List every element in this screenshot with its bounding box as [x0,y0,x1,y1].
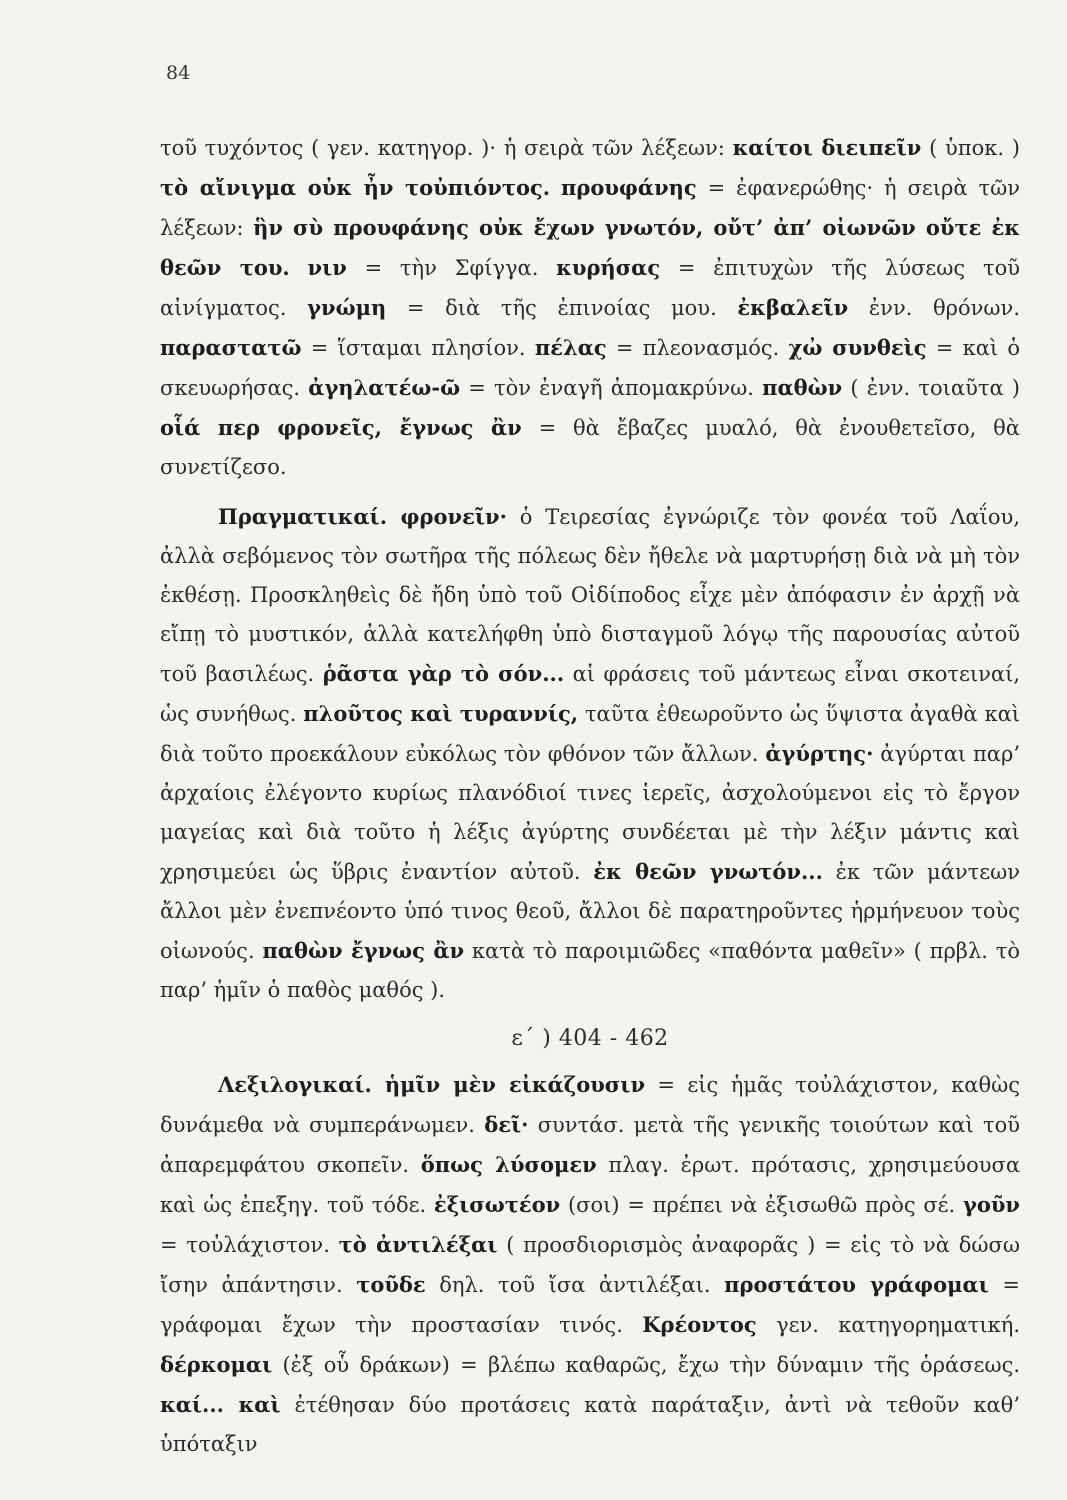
headword: ὅπως λύσομεν [420,1152,597,1177]
text-run: = διὰ τῆς ἐπινοίας μου. [386,296,738,320]
page-body [160,128,1020,1464]
text-run: δηλ. τοῦ ἴσα ἀντιλέξαι. [425,1273,725,1297]
headword: καί... καὶ [160,1392,281,1417]
text-run: (σοι) = πρέπει νὰ ἐξισωθῶ πρὸς σέ. [560,1193,963,1217]
text-run: = τὸν ἐναγῆ ἀπομακρύνω. [460,376,763,400]
headword: ἐκ θεῶν γνωτόν... [593,859,823,884]
text-run: = τὴν Σφίγγα. [346,256,557,280]
text-run: συντάσ. μετὰ τῆς γενικῆς τοιούτων καὶ τοῦ ἀπαρεμφάτου σκοπεῖν. [160,1113,1020,1177]
headword: παθὼν ἔγνως ἂν [262,938,465,963]
paragraph-factual-notes [160,497,1020,1010]
section-heading: ε΄ ) 404 - 462 [511,1026,669,1051]
text-run: ὁ Τειρεσίας ἐγνώριζε τὸν φονέα τοῦ Λαΐου, ἀλλὰ σεβόμενος τὸν σωτῆρα τῆς πόλεως δὲν ἤθελε νὰ μαρτυρήσῃ διὰ νὰ μὴ τὸν ἐκθέσῃ. Προσκληθεὶς δὲ ἤδη ὑπὸ τοῦ Οἰδίποδος εἶχε μὲν ἀπόφασιν ἐν ἀρχῇ νὰ εἴπῃ τὸ μυστικόν, ἀλλὰ κατελήφθη ὑπὸ δισταγμοῦ λόγῳ τῆς παρουσίας αὐτοῦ τοῦ βασιλέως. [160,505,1020,686]
headword: τοῦδε [356,1272,426,1297]
text-run: γεν. κατηγορηματική. [756,1313,1020,1337]
headword: κυρήσας [556,255,661,280]
headword: ῥᾶστα γὰρ τὸ σόν... [322,661,565,686]
headword: παραστατῶ [160,335,302,360]
headword: ἐκβαλεῖν [737,295,849,320]
headword: πλοῦτος καὶ τυραννίς, [303,701,579,726]
headword: τὸ ἀντιλέξαι [338,1232,498,1257]
paragraph-glossary-continued [160,128,1020,487]
text-run: τοῦ τυχόντος ( γεν. κατηγορ. )· ἡ σειρὰ τῶν λέξεων: [160,136,733,160]
headword: δέρκομαι [160,1352,273,1377]
headword: ἀγηλατέω-ῶ [308,375,461,400]
headword: προυφάνης [561,175,697,200]
text-run: = ἐπιτυχὼν τῆς λύσεως τοῦ αἰνίγματος. [160,256,1020,320]
text-run [550,176,561,200]
text-run: ταῦτα ἐθεωροῦντο ὡς ὕψιστα ἀγαθὰ καὶ διὰ τοῦτο προεκάλουν εὐκόλως τὸν φθόνον τῶν ἄλλων. [160,702,1020,766]
headword: δεῖ· [484,1112,529,1137]
text-run: = γράφομαι ἔχων τὴν προστασίαν τινός. [160,1273,1020,1337]
headword: ἀγύρτης· [765,741,874,766]
text-run: ἀγύρται παρ’ ἀρχαίοις ἐλέγοντο κυρίως πλανόδιοί τινες ἱερεῖς, ἀσχολούμενοι εἰς τὸ ἔργον μαγείας καὶ διὰ τοῦτο ἡ λέξις ἀγύρτης συνδέεται μὲ τὴν λέξιν μάντις καὶ χρησιμεύει ὡς ὕβρις ἐναντίον αὐτοῦ. [160,742,1020,884]
text-run [290,256,308,280]
text-run: = τοὐλάχιστον. [160,1233,339,1257]
page-number: 84 [166,62,191,84]
text-run: ( προσδιορισμὸς ἀναφορᾶς ) = εἰς τὸ νὰ δώσω ἴσην ἀπάντησιν. [160,1233,1020,1297]
paragraph-text [160,128,1020,487]
headword: παθὼν [762,375,843,400]
headword: προστάτου γράφομαι [724,1272,989,1297]
text-run: (ἐξ οὗ δράκων) = βλέπω καθαρῶς, ἔχω τὴν δύναμιν τῆς ὁράσεως. [272,1353,1020,1377]
headword: οἷά περ φρονεῖς, ἔγνως ἂν [160,415,522,440]
headword: ἣν σὺ προυφάνης οὐκ ἔχων γνωτόν, οὔτ’ ἀπ’ οἰωνῶν οὔτε ἐκ θεῶν του. [160,215,1020,280]
headword: καίτοι διειπεῖν [732,135,922,160]
headword: Κρέοντος [642,1312,757,1337]
paragraph-text [160,1065,1020,1464]
headword: χὠ συνθεὶς [788,335,927,360]
text-run: = ἐφανερώθης· ἡ σειρὰ τῶν λέξεων: [160,176,1020,240]
headword: νιν [307,255,347,280]
text-run: ἐκ τῶν μάντεων ἄλλοι μὲν ἐνεπνέοντο ὑπό τινος θεοῦ, ἄλλοι δὲ παρατηροῦντες ἡρμήνευον τοὺς οἰωνούς. [160,860,1020,963]
text-run: ( ὑποκ. ) [921,136,1020,160]
headword: γοῦν [962,1192,1020,1217]
text-run: = εἰς ἡμᾶς τοὐλάχιστον, καθὼς δυνάμεθα νὰ συμπεράνωμεν. [160,1073,1021,1137]
text-run: κατὰ τὸ παροιμιῶδες «παθόντα μαθεῖν» ( πρβλ. τὸ παρ’ ἡμῖν ὁ παθὸς μαθός ). [160,939,1020,1002]
headword: πέλας [534,335,607,360]
headword: τὸ αἴνιγμα οὐκ ἦν τοὐπιόντος. [160,175,551,200]
text-run: = θὰ ἔβαζες μυαλό, θὰ ἐνουθετεῖσο, θὰ συνετίζεσο. [160,416,1020,479]
headword: γνώμη [307,295,387,320]
text-run: = ἵσταμαι πλησίον. [301,336,535,360]
paragraph-text [160,497,1020,1010]
text-run: ( ἐνν. τοιαῦτα ) [842,376,1020,400]
text-run: ἐνν. θρόνων. [848,296,1020,320]
text-run: αἱ φράσεις τοῦ μάντεως εἶναι σκοτειναί, ὡς συνήθως. [160,662,1020,726]
headword: Πραγματικαί. φρονεῖν· [218,504,507,529]
headword: ἐξισωτέον [433,1192,561,1217]
headword: Λεξιλογικαί. ἡμῖν μὲν εἰκάζουσιν [218,1072,646,1097]
paragraph-lexical-notes [160,1065,1020,1464]
text-run: πλαγ. ἐρωτ. πρότασις, χρησιμεύουσα καὶ ὡς ἐπεξηγ. τοῦ τόδε. [160,1153,1021,1217]
text-run: ἐτέθησαν δύο προτάσεις κατὰ παράταξιν, ἀντὶ νὰ τεθοῦν καθ’ ὑπόταξιν [160,1393,1020,1456]
text-run: = καὶ ὁ σκευωρήσας. [160,336,1021,400]
text-run: = πλεονασμός. [606,336,789,360]
